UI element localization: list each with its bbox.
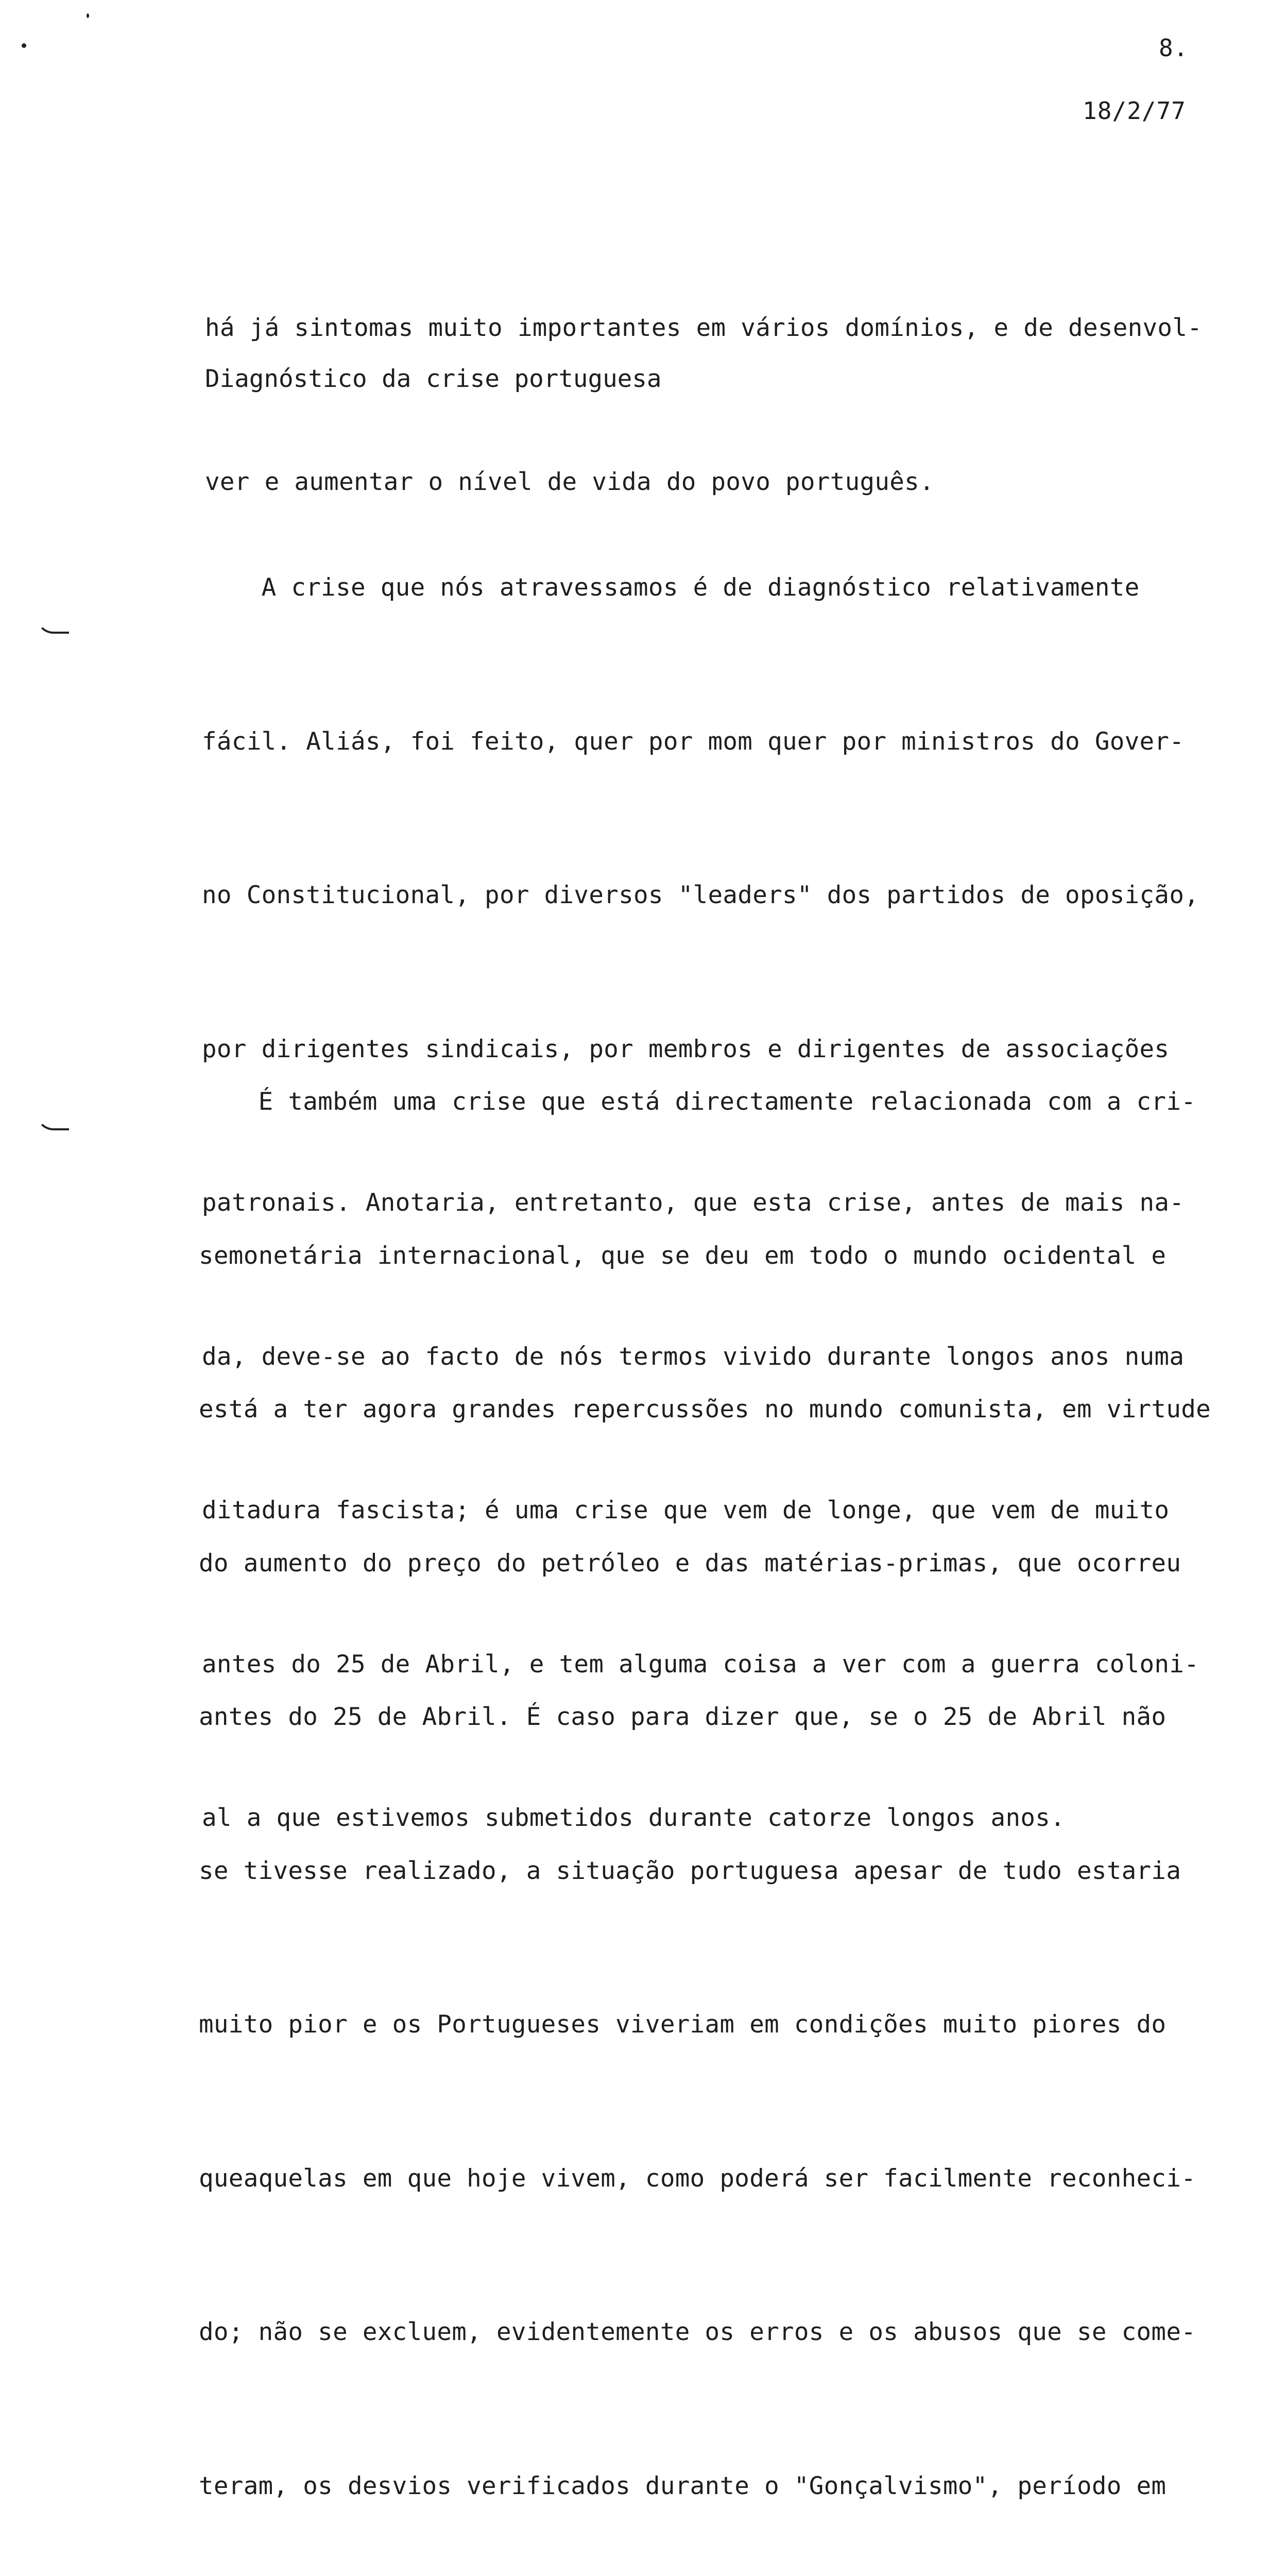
text-line: ver e aumentar o nível de vida do povo português. — [205, 467, 934, 496]
text-line: antes do 25 de Abril. É caso para dizer que, se o 25 de Abril não — [199, 1703, 1167, 1731]
text-line: se tivesse realizado, a situação portuguesa apesar de tudo estaria — [199, 1856, 1181, 1885]
text-line: patronais. Anotaria, entretanto, que esta crise, antes de mais na- — [202, 1189, 1185, 1217]
paragraph-monetary-crisis — [199, 974, 1211, 2576]
ink-speck — [87, 13, 89, 18]
text-line: A crise que nós atravessamos é de diagnóstico relativamente — [202, 573, 1140, 602]
text-line: no Constitucional, por diversos "leaders" dos partidos de oposição, — [202, 881, 1199, 909]
section-heading: Diagnóstico da crise portuguesa — [205, 365, 662, 393]
text-line: há já sintomas muito importantes em vários domínios, e de desenvol- — [205, 314, 1203, 342]
text-line: do; não se excluem, evidentemente os erros e os abusos que se come- — [199, 2318, 1196, 2346]
text-line: por dirigentes sindicais, por membros e dirigentes de associações — [202, 1035, 1170, 1063]
text-line: semonetária internacional, que se deu em todo o mundo ocidental e — [199, 1241, 1167, 1270]
text-line: da, deve-se ao facto de nós termos vivido durante longos anos numa — [202, 1342, 1185, 1371]
text-line: fácil. Aliás, foi feito, quer por mom quer por ministros do Gover- — [202, 727, 1185, 756]
text-line: teram, os desvios verificados durante o "Gonçalvismo", período em — [199, 2471, 1167, 2500]
text-line: muito pior e os Portugueses viveriam em condições muito piores do — [199, 2010, 1167, 2039]
text-line: do aumento do preço do petróleo e das matérias-primas, que ocorreu — [199, 1549, 1181, 1578]
text-line: ditadura fascista; é uma crise que vem de longe, que vem de muito — [202, 1496, 1170, 1524]
text-line: está a ter agora grandes repercussões no mundo comunista, em virtude — [199, 1395, 1211, 1423]
ink-speck — [22, 43, 26, 48]
text-line: É também uma crise que está directamente relacionada com a cri- — [199, 1088, 1196, 1116]
text-line: antes do 25 de Abril, e tem alguma coisa a ver com a guerra coloni- — [202, 1650, 1199, 1679]
text-line: queaquelas em que hoje vivem, como poderá ser facilmente reconheci- — [199, 2164, 1196, 2193]
margin-bracket-mark — [36, 1113, 69, 1130]
text-line: al a que estivemos submetidos durante catorze longos anos. — [202, 1804, 1066, 1832]
page-date: 18/2/77 — [1083, 97, 1186, 125]
page-number: 8. — [1159, 34, 1189, 62]
margin-bracket-mark — [36, 616, 69, 634]
